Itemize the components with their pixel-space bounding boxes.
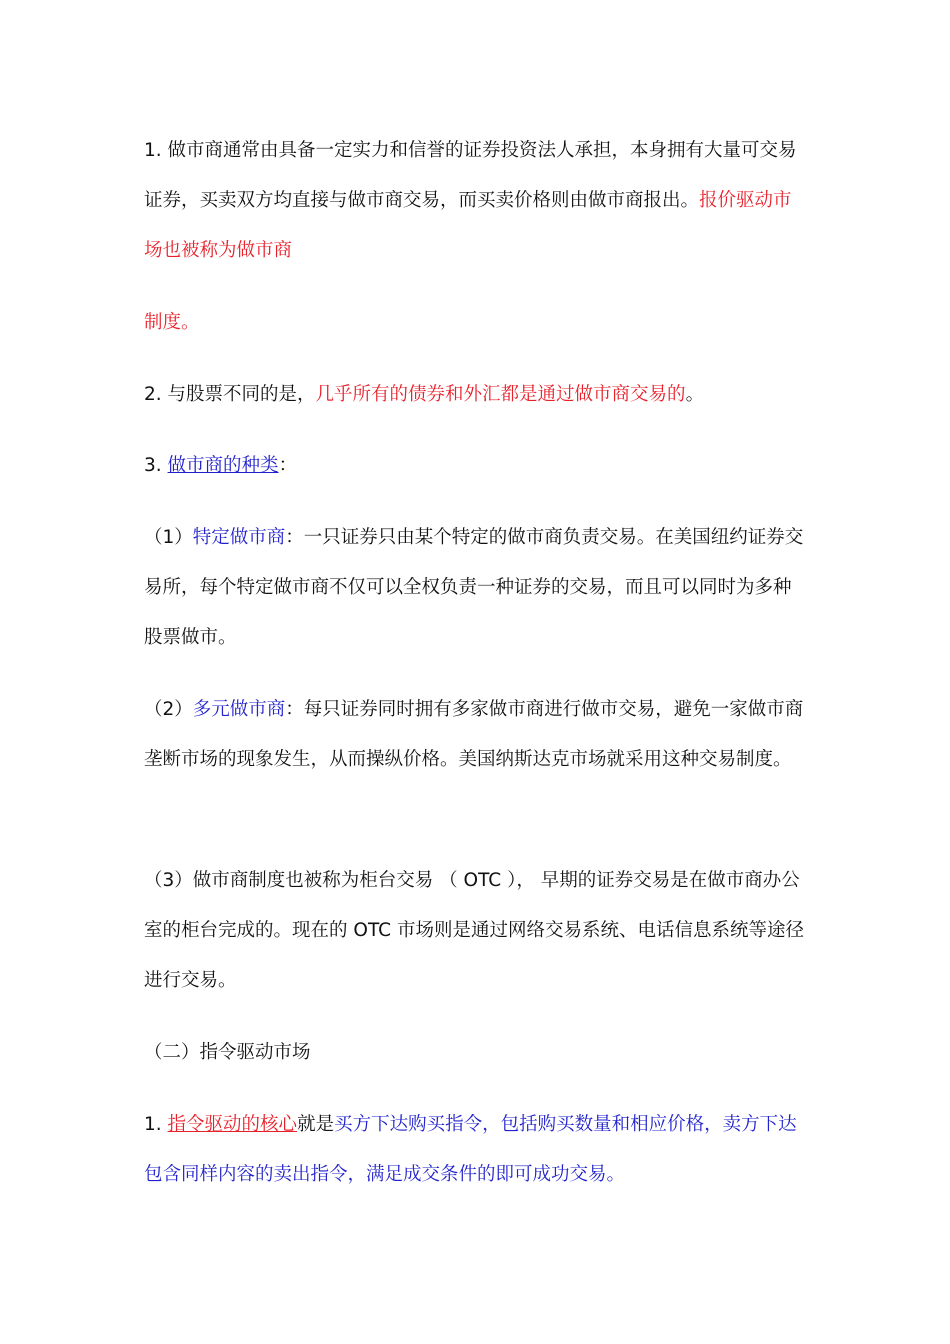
paragraph-5: [144, 685, 808, 785]
paragraph-4-text: ：一只证券只由某个特定的做市商负责交易。在美国纽约证券交易所，每个特定做市商不仅可以全权负责一种证券的交易，而且可以同时为多种股票做市。: [144, 527, 804, 648]
paragraph-1-continued: [144, 298, 808, 348]
section-heading-text: （二）指令驱动市场: [144, 1042, 311, 1063]
paragraph-1-highlight-end: 制度。: [144, 312, 200, 333]
paragraph-5-prefix: （2）: [144, 699, 193, 720]
market-maker-types-link[interactable]: 做市商的种类: [167, 455, 279, 476]
paragraph-3: [144, 441, 808, 491]
paragraph-2-prefix: 2. 与股票不同的是，: [144, 384, 316, 405]
multiple-market-maker-term: 多元做市商: [192, 699, 286, 720]
paragraph-1: [144, 126, 808, 276]
paragraph-8: [144, 1100, 808, 1200]
paragraph-4-prefix: （1）: [144, 527, 193, 548]
paragraph-2-suffix: 。: [685, 384, 705, 405]
paragraph-2: [144, 370, 808, 420]
section-heading: [144, 1028, 808, 1078]
paragraph-8-mid: 就是: [297, 1114, 335, 1135]
paragraph-3-suffix: ：: [278, 455, 298, 476]
paragraph-8-highlight: 买方下达购买指令，包括购买数量和相应价格，卖方下达包含同样内容的卖出指令，满足成交条件的即可成功交易。: [144, 1114, 797, 1185]
paragraph-6-text: （3）做市商制度也被称为柜台交易 （ OTC ）， 早期的证券交易是在做市商办公室的柜台完成的。现在的 OTC 市场则是通过网络交易系统、电话信息系统等途径进行交易。: [144, 870, 804, 991]
paragraph-1-text: 1. 做市商通常由具备一定实力和信誉的证券投资法人承担，本身拥有大量可交易证券，买卖双方均直接与做市商交易，而买卖价格则由做市商报出。: [144, 140, 797, 211]
order-driven-core-link[interactable]: 指令驱动的核心: [167, 1114, 298, 1135]
paragraph-3-prefix: 3.: [144, 455, 168, 476]
paragraph-8-prefix: 1.: [144, 1114, 168, 1135]
paragraph-5-text: ：每只证券同时拥有多家做市商进行做市交易，避免一家做市商垄断市场的现象发生，从而操纵价格。美国纳斯达克市场就采用这种交易制度。: [144, 699, 804, 770]
paragraph-1-highlight: 报价驱动市场也被称为做市商: [144, 190, 792, 261]
paragraph-2-highlight: 几乎所有的债券和外汇都是通过做市商交易的: [315, 384, 686, 405]
paragraph-4: [144, 513, 808, 663]
specialist-term: 特定做市商: [192, 527, 286, 548]
paragraph-6: [144, 856, 808, 1006]
